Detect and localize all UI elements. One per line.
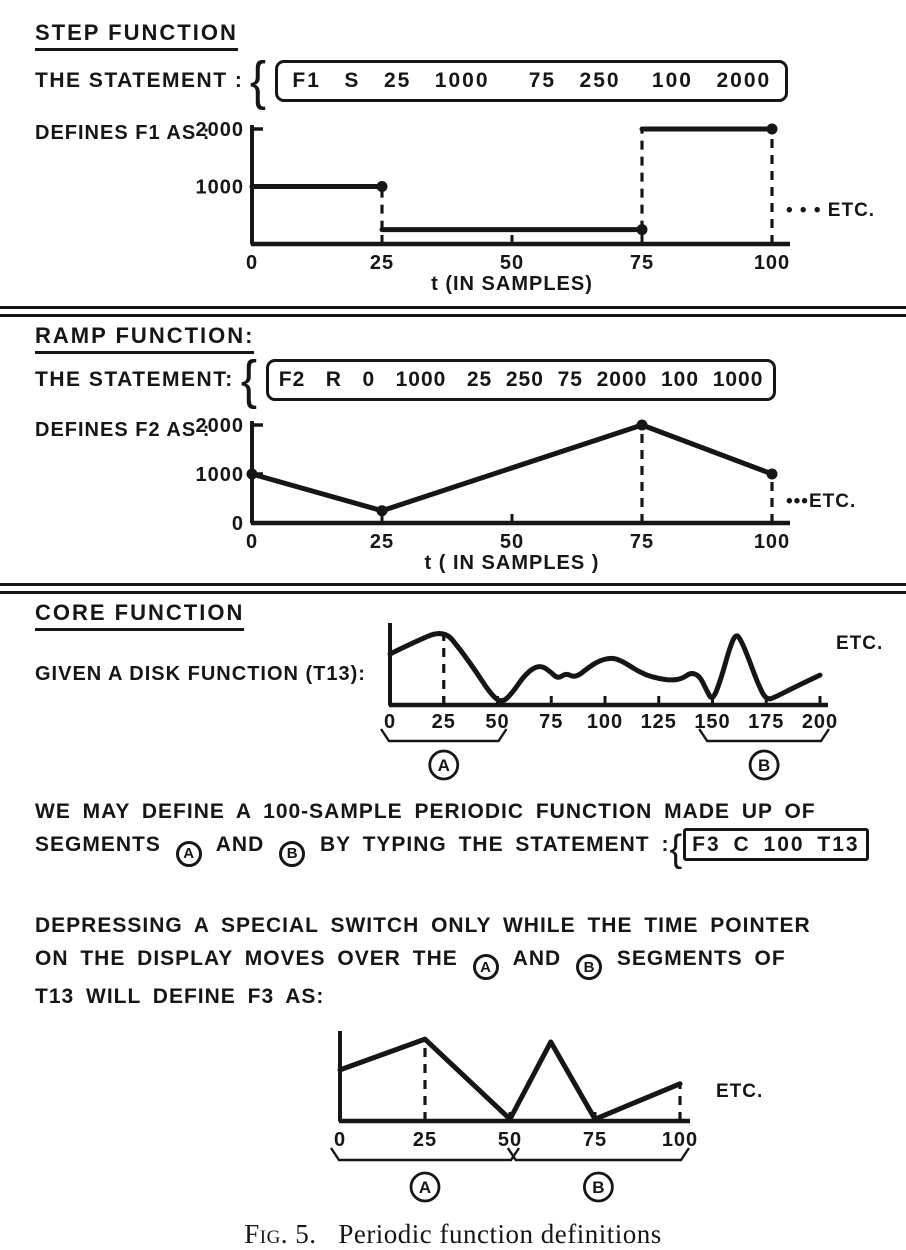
x-tick-label: 100: [754, 252, 791, 274]
x-tick-label: 25: [370, 531, 395, 553]
f3-function-chart: [300, 1017, 764, 1203]
middle-paragraph: [35, 795, 906, 870]
section-title-step: STEP FUNCTION: [35, 20, 238, 51]
x-tick-label: 75: [630, 531, 655, 553]
step-statement-box: F1 S 25 1000 75 250 100 2000: [275, 60, 788, 102]
core-chart-row: [35, 633, 906, 779]
segment-label: B: [757, 756, 771, 775]
ramp-statement-box: F2 R 0 1000 25 250 75 2000 100 1000: [266, 359, 777, 401]
x-tick-label: 100: [754, 531, 791, 553]
x-tick-label: 50: [497, 1129, 523, 1151]
x-tick-label: 100: [586, 711, 624, 733]
line-series: [252, 425, 772, 511]
figure-caption-text: Periodic function definitions: [338, 1219, 662, 1249]
y-tick-label: 1000: [195, 176, 245, 199]
data-point: [247, 469, 258, 480]
statement-label: THE STATEMENT :: [35, 69, 244, 92]
x-tick-label: 125: [640, 711, 677, 733]
x-tick-label: 25: [412, 1129, 438, 1151]
data-point: [767, 124, 778, 135]
data-point: [637, 420, 648, 431]
defines-f1-label: DEFINES F1 AS :: [35, 122, 211, 144]
y-tick-label: 1000: [195, 464, 245, 486]
figure-caption: [0, 1219, 906, 1250]
segment-a-badge: A: [176, 841, 202, 867]
x-tick-label: 50: [500, 531, 525, 553]
section-core: [0, 600, 906, 779]
etc-label: ETC.: [716, 1081, 764, 1102]
switch-line1: DEPRESSING A SPECIAL SWITCH ONLY WHILE THE TIME POINTER: [35, 913, 811, 937]
curve-series: [390, 634, 820, 701]
middle-line2: [35, 828, 906, 870]
x-tick-label: 75: [582, 1129, 608, 1151]
section-divider: [0, 583, 906, 594]
middle-line2-suffix: BY TYPING THE STATEMENT :: [319, 833, 670, 856]
segment-a-badge: A: [473, 954, 499, 980]
x-tick-label: 75: [630, 252, 655, 274]
etc-label: •••ETC.: [786, 491, 857, 512]
switch-line2: [35, 942, 906, 981]
section-step: [0, 20, 906, 294]
x-axis-title: t (IN SAMPLES): [431, 273, 594, 295]
x-tick-label: 0: [246, 252, 259, 274]
ramp-statement-row: [35, 350, 906, 410]
x-tick-label: 0: [333, 1129, 347, 1151]
y-tick-label: 2000: [195, 119, 245, 141]
step-chart-row: [35, 116, 906, 294]
statement-label: THE STATEMENT:: [35, 368, 234, 391]
middle-line1: WE MAY DEFINE A 100-SAMPLE PERIODIC FUNCTION MADE UP OF: [35, 800, 816, 823]
x-tick-label: 75: [539, 711, 564, 733]
etc-label: ETC.: [835, 633, 884, 654]
x-tick-label: 200: [801, 711, 839, 733]
x-tick-label: 0: [246, 531, 259, 553]
data-point: [637, 224, 648, 235]
middle-line2-prefix: SEGMENTS: [35, 833, 161, 856]
section-divider: [0, 306, 906, 317]
curly-brace: {: [250, 51, 267, 111]
segment-b-badge: B: [576, 954, 602, 980]
curly-brace: {: [669, 828, 684, 870]
ramp-chart-row: [35, 413, 906, 574]
switch-line2-suffix: SEGMENTS OF: [616, 946, 786, 970]
figure-number: Fig. 5.: [244, 1219, 317, 1249]
data-point: [377, 505, 388, 516]
segment-b-badge: B: [279, 841, 305, 867]
switch-line2-mid: AND: [512, 946, 562, 970]
middle-line2-mid: AND: [215, 833, 265, 856]
etc-label: • • • ETC.: [786, 200, 876, 221]
ramp-function-chart: [195, 413, 906, 574]
segment-label: B: [592, 1178, 605, 1197]
segment-label: A: [418, 1178, 432, 1197]
x-tick-label: 100: [661, 1129, 699, 1151]
y-tick-label: 0: [232, 513, 245, 535]
switch-paragraph: [35, 909, 906, 1014]
x-tick-label: 25: [431, 711, 456, 733]
x-tick-label: 0: [383, 711, 397, 733]
defines-f2-label: DEFINES F2 AS :: [35, 419, 211, 441]
step-statement-row: [35, 51, 906, 111]
x-axis-title: t ( IN SAMPLES ): [424, 552, 600, 574]
data-point: [767, 469, 778, 480]
step-function-chart: [195, 116, 906, 295]
x-tick-label: 25: [370, 252, 395, 274]
x-tick-label: 150: [694, 711, 731, 733]
section-ramp: [0, 323, 906, 574]
section-title-ramp: RAMP FUNCTION:: [35, 323, 254, 354]
x-tick-label: 50: [485, 711, 510, 733]
curly-brace: {: [240, 350, 257, 410]
core-statement-box: F3 C 100 T13: [683, 828, 868, 861]
data-point: [377, 181, 388, 192]
x-tick-label: 175: [748, 711, 785, 733]
curve-series: [340, 1039, 680, 1119]
x-tick-label: 50: [500, 252, 525, 274]
section-title-core: CORE FUNCTION: [35, 600, 244, 631]
y-tick-label: 2000: [195, 415, 245, 437]
given-disk-function-label: GIVEN A DISK FUNCTION (T13):: [35, 663, 366, 685]
switch-line3: T13 WILL DEFINE F3 AS:: [35, 985, 325, 1008]
disk-function-chart: [366, 615, 886, 779]
segment-label: A: [437, 756, 450, 775]
switch-line2-prefix: ON THE DISPLAY MOVES OVER THE: [35, 946, 458, 970]
